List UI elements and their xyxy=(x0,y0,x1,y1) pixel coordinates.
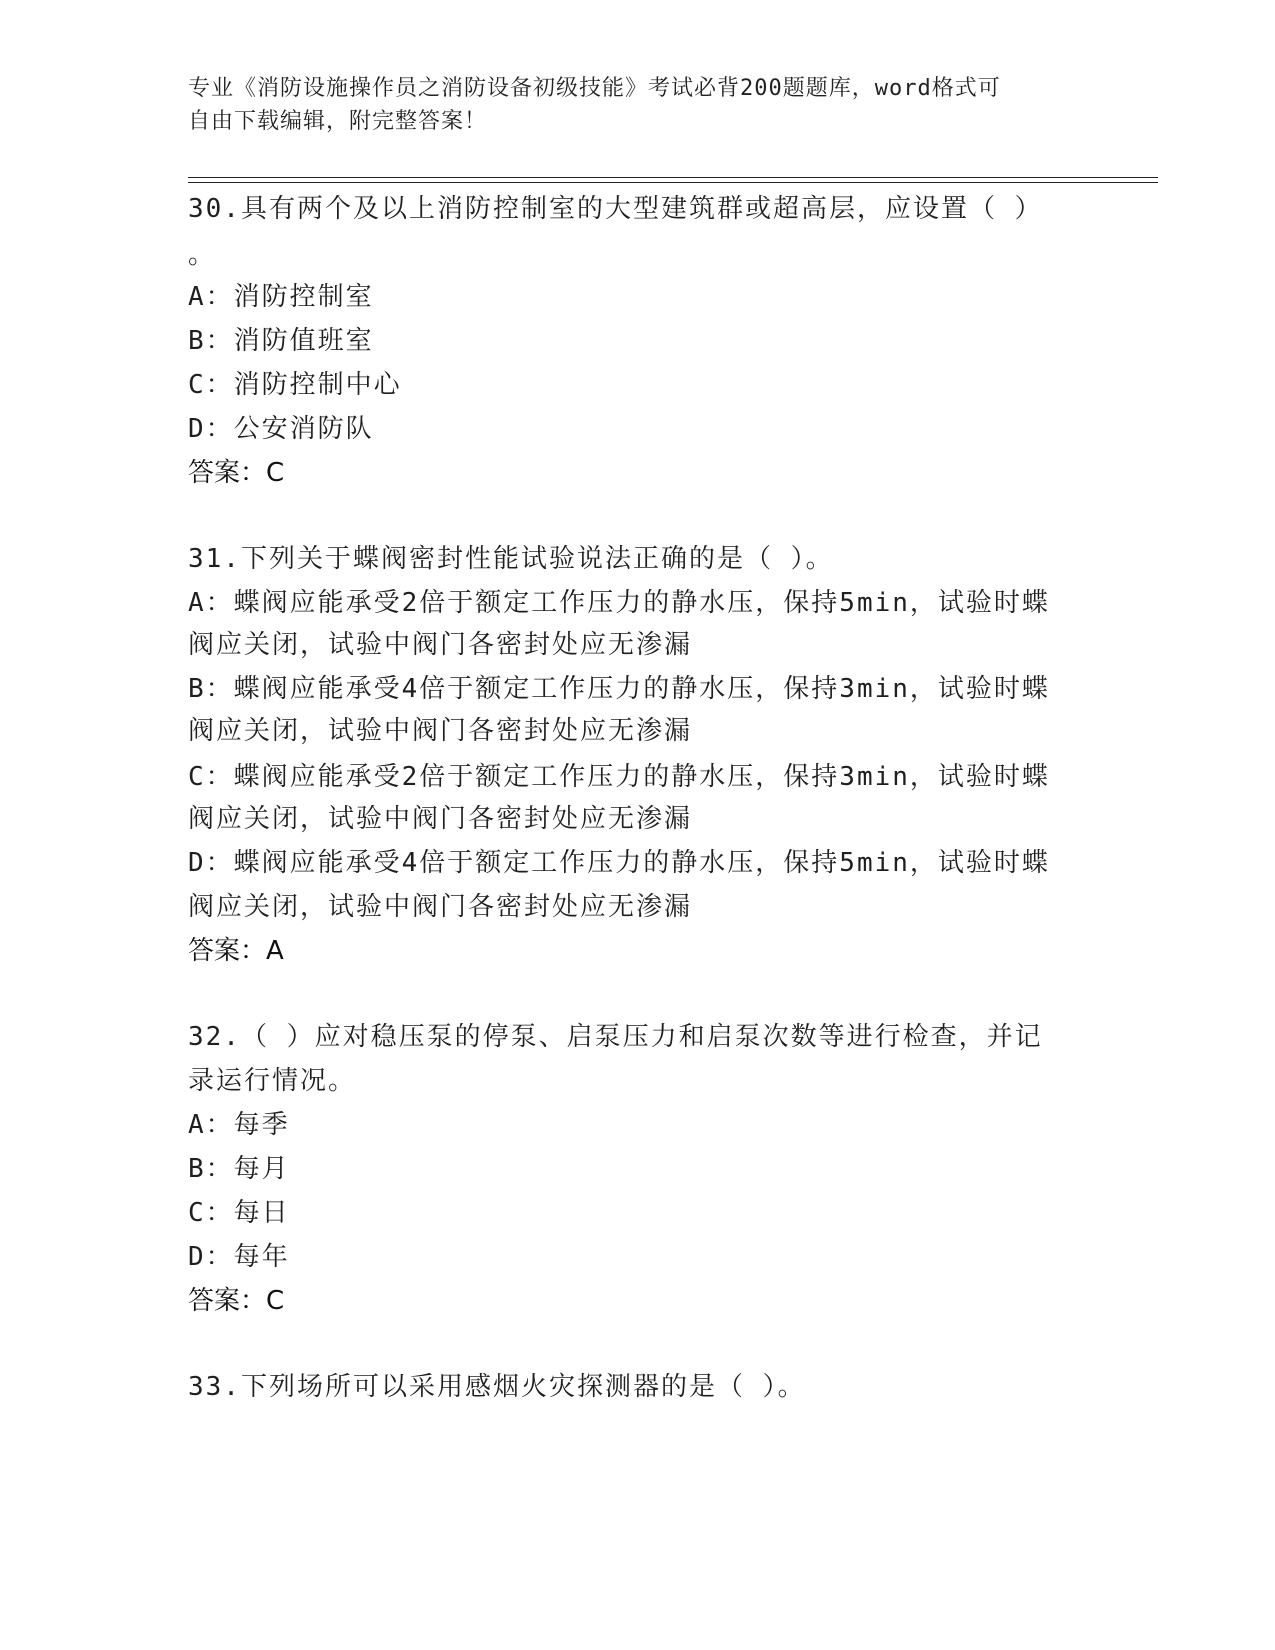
question-31-option-a: A：蝶阀应能承受2倍于额定工作压力的静水压，保持5min，试验时蝶 xyxy=(188,588,1050,618)
question-32-option-b: B：每月 xyxy=(188,1154,290,1184)
question-33-stem: 33.下列场所可以采用感烟火灾探测器的是（ ）。 xyxy=(188,1372,806,1402)
question-30-stem-cont: 。 xyxy=(188,240,217,270)
question-32-stem: 32.（ ）应对稳压泵的停泵、启泵压力和启泵次数等进行检查，并记 xyxy=(188,1022,1043,1052)
question-32-option-c: C：每日 xyxy=(188,1198,290,1228)
question-30-stem: 30.具有两个及以上消防控制室的大型建筑群或超高层，应设置（ ） xyxy=(188,194,1043,224)
header-divider-top xyxy=(188,177,1158,178)
question-31-answer: 答案：A xyxy=(188,936,284,966)
question-30-answer: 答案：C xyxy=(188,458,285,488)
question-30-option-b: B：消防值班室 xyxy=(188,326,374,356)
question-31-option-b: B：蝶阀应能承受4倍于额定工作压力的静水压，保持3min，试验时蝶 xyxy=(188,674,1050,704)
question-32-option-a: A：每季 xyxy=(188,1110,290,1140)
question-31-option-d: D：蝶阀应能承受4倍于额定工作压力的静水压，保持5min，试验时蝶 xyxy=(188,848,1050,878)
question-31-option-c: C：蝶阀应能承受2倍于额定工作压力的静水压，保持3min，试验时蝶 xyxy=(188,762,1050,792)
question-31-stem: 31.下列关于蝶阀密封性能试验说法正确的是（ ）。 xyxy=(188,544,834,574)
header-line-2: 自由下载编辑，附完整答案！ xyxy=(188,109,488,134)
header-divider-bottom xyxy=(188,182,1158,183)
question-30-option-a: A：消防控制室 xyxy=(188,282,374,312)
question-31-option-b-cont: 阀应关闭，试验中阀门各密封处应无渗漏 xyxy=(188,716,693,746)
question-31-option-a-cont: 阀应关闭，试验中阀门各密封处应无渗漏 xyxy=(188,630,693,660)
question-32-option-d: D：每年 xyxy=(188,1242,290,1272)
question-30-option-d: D：公安消防队 xyxy=(188,414,374,444)
header-line-1: 专业《消防设施操作员之消防设备初级技能》考试必背200题题库，word格式可 xyxy=(188,76,1001,101)
question-30-option-c: C：消防控制中心 xyxy=(188,370,402,400)
question-32-stem-cont: 录运行情况。 xyxy=(188,1066,357,1096)
document-header xyxy=(188,72,1088,138)
question-31-option-d-cont: 阀应关闭，试验中阀门各密封处应无渗漏 xyxy=(188,892,693,922)
question-31-option-c-cont: 阀应关闭，试验中阀门各密封处应无渗漏 xyxy=(188,804,693,834)
question-32-answer: 答案：C xyxy=(188,1286,285,1316)
